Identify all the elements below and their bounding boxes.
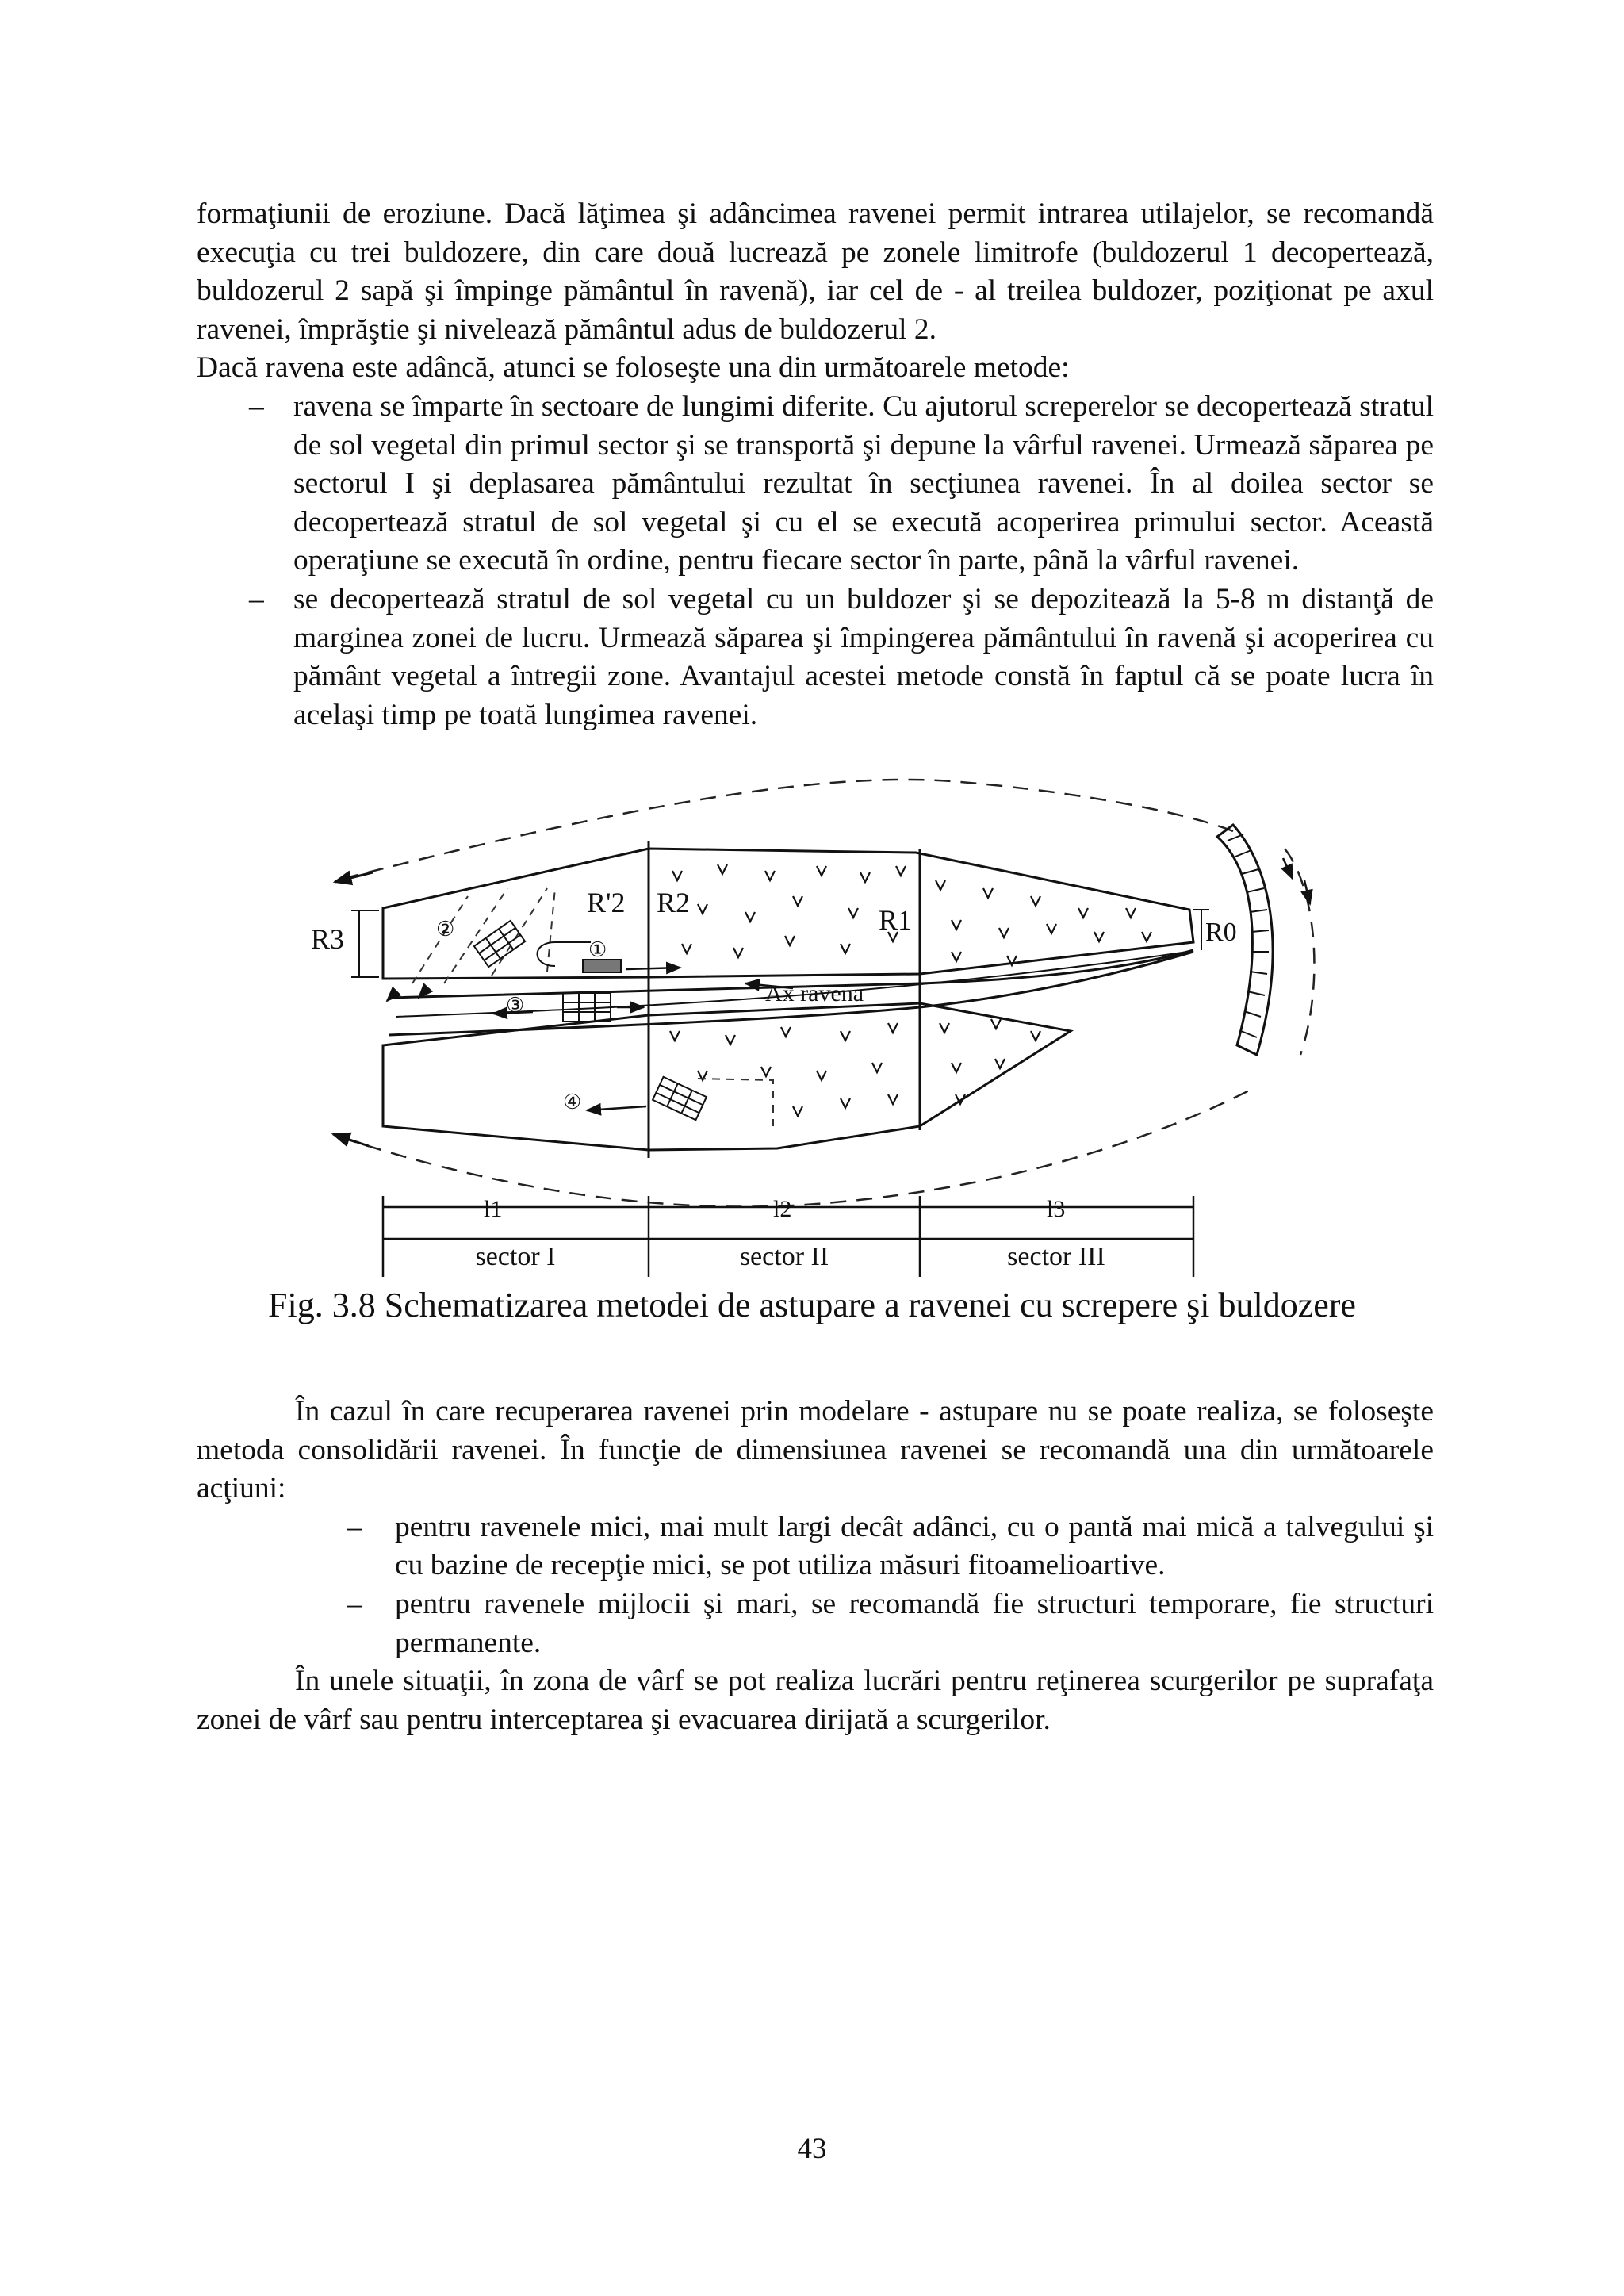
dimension-r3 xyxy=(351,910,379,977)
bulldozer-4-symbol xyxy=(653,1077,707,1120)
label-sector-1: sector I xyxy=(475,1242,556,1271)
method-item-2: – se decopertează stratul de sol vegetal cu un buldozer şi se depozitează la 5-8 m distanţă de marginea zonei de lucru. Urmează săparea şi împingerea pământului în ravenă şi acoperirea cu pământ vegetal a întregii zone. Avantajul acestei metode constă în faptul că se poate lucra în acelaşi timp pe toată lungimea ravenei. xyxy=(197,581,1434,734)
label-l1: l1 xyxy=(484,1196,503,1222)
paragraph-1: formaţiunii de eroziune. Dacă lăţimea şi adâncimea ravenei permit intrarea utilajelor, se recomandă execuţia cu trei buldozere, din care două lucrează pe zonele limitrofe (buldozerul 1 decopertează, buldozerul 2 sapă şi împinge pământul în ravenă), iar cel de - al treilea buldozer, poziţionat pe axul ravenei, împrăştie şi nivelează pământul adus de buldozerul 2. xyxy=(197,197,1434,346)
label-r2: R2 xyxy=(657,887,691,918)
method-item-1: – ravena se împarte în sectoare de lungimi diferite. Cu ajutorul screperelor se decopertează stratul de sol vegetal din primul sector şi se transportă şi depune la vârful ravenei. Urmează săparea pe sectorul I şi deplasarea pământului rezultat în secţiunea ravenei. În al doilea sector se decopertează stratul de sol vegetal şi cu el se execută acoperirea primului sector. Această operaţiune se execută în ordine, pentru fiecare sector în parte, până la vârful ravenei. xyxy=(197,388,1434,581)
actions-list xyxy=(197,1508,1434,1662)
bulldozer-2-symbol xyxy=(474,921,525,967)
label-sector-3: sector III xyxy=(1007,1242,1105,1271)
label-r1: R1 xyxy=(879,904,913,936)
construction-dashes xyxy=(412,888,555,983)
paragraph-3: În cazul în care recuperarea ravenei prin modelare - astupare nu se poate realiza, se foloseşte metoda consolidării ravenei. În funcţie de dimensiunea ravenei se recomandă una din următoarele acţiuni: xyxy=(197,1395,1434,1505)
label-bulldozer-2: ② xyxy=(436,918,455,941)
paragraph-2: Dacă ravena este adâncă, atunci se foloseşte una din următoarele metode: xyxy=(197,351,1070,385)
action-item-1: – pentru ravenele mici, mai mult largi decât adânci, cu o pantă mai mică a talvegului şi cu bazine de recepţie mici, se pot utiliza măsuri fitoamelioartive. xyxy=(197,1508,1434,1585)
bulldozer-4-arrow xyxy=(587,1106,646,1110)
label-bulldozer-4: ④ xyxy=(563,1091,582,1114)
paragraph-4: În unele situaţii, în zona de vârf se pot realiza lucrări pentru reţinerea scurgerilor pe suprafaţa zonei de vârf sau pentru interceptarea şi evacuarea dirijată a scurgerilor. xyxy=(197,1665,1434,1736)
action-item-2: – pentru ravenele mijlocii şi mari, se recomandă fie structuri temporare, fie structuri permanente. xyxy=(197,1585,1434,1662)
label-ax-ravena: Ax ravena xyxy=(765,980,864,1006)
boundary-arrow-top xyxy=(335,872,373,882)
figure-caption: Fig. 3.8 Schematizarea metodei de astupare a ravenei cu screpere şi buldozere xyxy=(268,1286,1356,1324)
lower-zone-outline xyxy=(383,1003,1071,1150)
vegetation-marks xyxy=(670,864,1151,1116)
label-sector-2: sector II xyxy=(739,1242,829,1271)
bulldozer-4-dash-box xyxy=(698,1079,773,1126)
label-r2-prime: R'2 xyxy=(587,887,626,918)
label-l3: l3 xyxy=(1047,1196,1066,1222)
boundary-arrow-bottom xyxy=(333,1134,369,1146)
scraper-1-arrow xyxy=(626,968,680,969)
label-bulldozer-3: ③ xyxy=(506,994,525,1017)
scraper-1-symbol xyxy=(538,942,622,972)
upper-zone-outline xyxy=(383,849,1193,979)
label-r0: R0 xyxy=(1205,918,1237,947)
flow-arrows-left xyxy=(387,987,428,1001)
label-l2: l2 xyxy=(773,1196,792,1222)
page-number: 43 xyxy=(797,2133,827,2165)
label-bulldozer-1: ① xyxy=(588,938,607,961)
label-r3: R3 xyxy=(311,923,345,955)
lower-text-block xyxy=(197,1393,1434,1739)
